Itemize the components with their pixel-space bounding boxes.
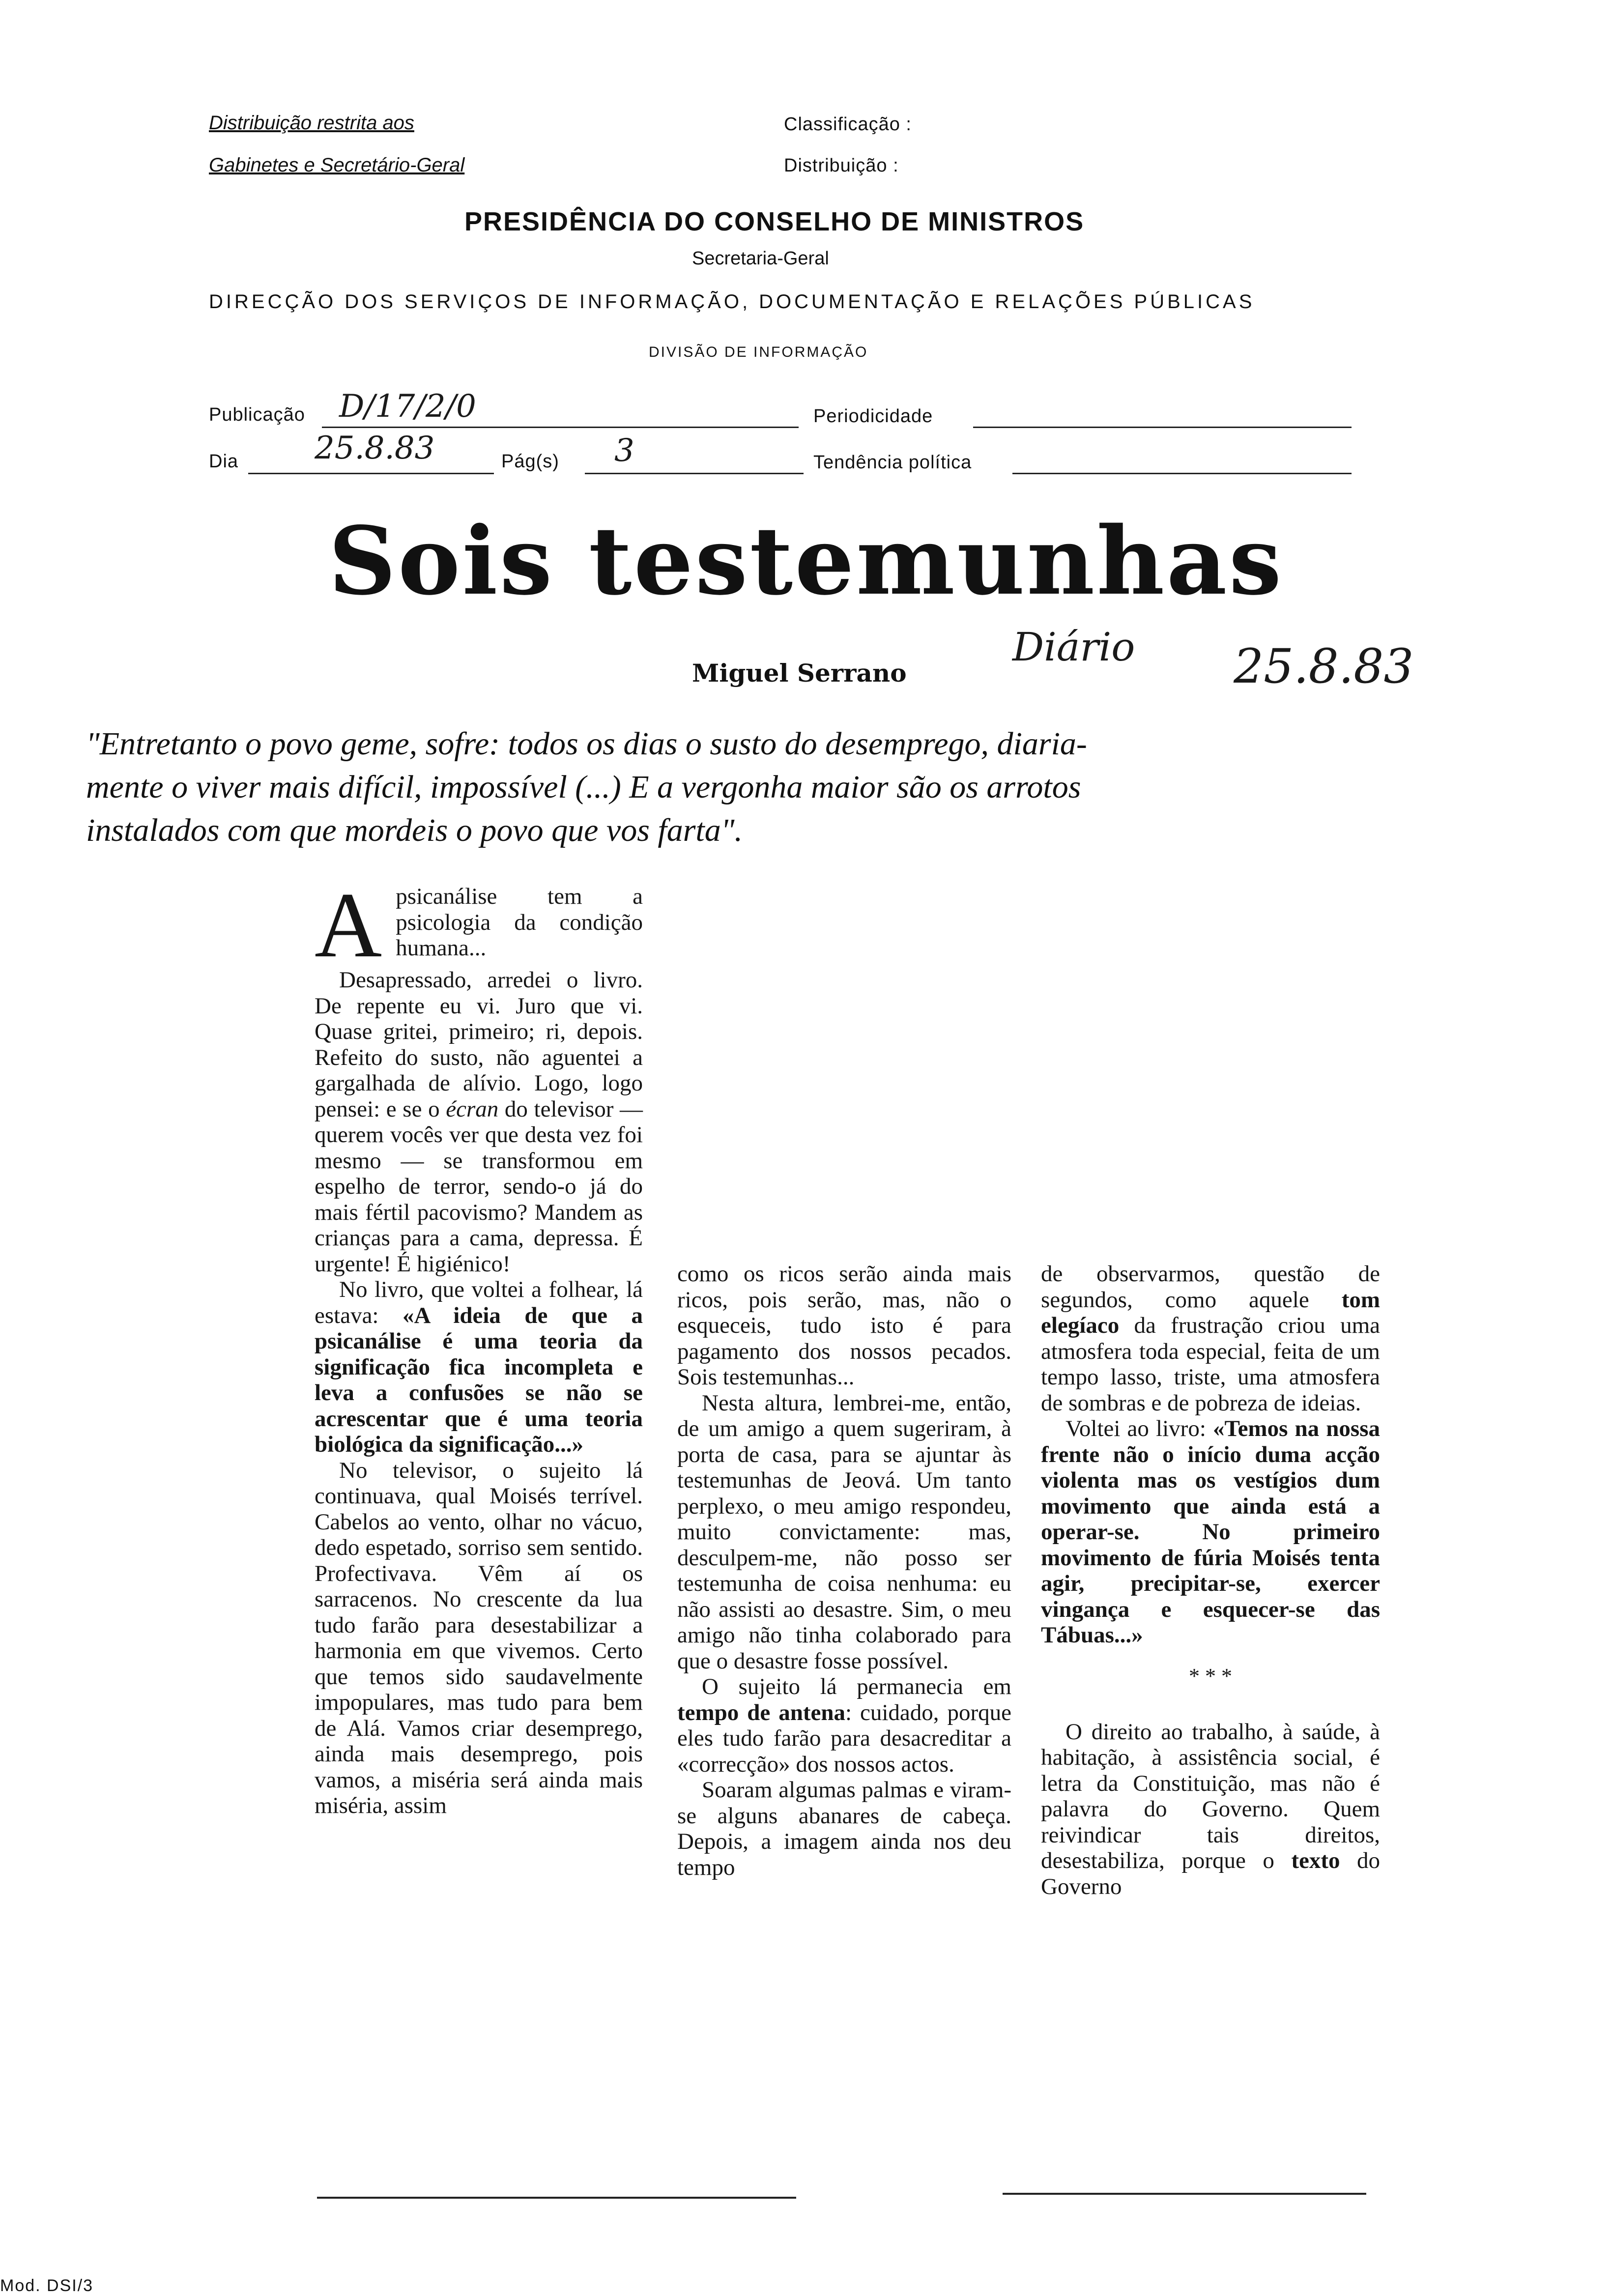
pags-label: Pág(s) [501, 451, 559, 472]
classificacao-label: Classificação : [784, 114, 912, 135]
col1-paragraph-3: No livro, que voltei a folhear, lá estava: «A ideia de que a psicanálise é uma teoria da significação fica incompleta e leva a confusões se não se acrescentar que é uma teoria biológica da significação...» [315, 1277, 643, 1457]
distribuicao-label: Distribuição : [784, 155, 899, 176]
section-asterism: * * * [1189, 1664, 1232, 1688]
periodicidade-line [973, 427, 1352, 428]
epigraph-line2: mente o viver mais difícil, impossível (...) E a vergonha maior são os arrotos [86, 769, 1081, 805]
presidencia-heading: PRESIDÊNCIA DO CONSELHO DE MINISTROS [464, 207, 1085, 236]
article-column-1 [315, 874, 643, 1819]
article-author: Miguel Serrano [692, 659, 907, 688]
restricted-distribution-line2: Gabinetes e Secretário-Geral [209, 154, 465, 176]
col3-paragraph-1: de observarmos, questão de segundos, como aquele tom elegíaco da frustração criou uma atmosfera toda especial, feita de um tempo lasso, triste, uma atmosfera de sombras e de pobreza de ideias. [1041, 1261, 1380, 1416]
pags-line [585, 473, 804, 474]
epigraph-line3: instalados com que mordeis o povo que vos farta". [86, 812, 743, 848]
article-column-3 [1041, 1261, 1380, 1899]
col3-paragraph-3: O direito ao trabalho, à saúde, à habitação, à assistência social, é letra da Constituição, mas não é palavra do Governo. Quem reivindicar tais direitos, desestabiliza, porque o texto do Governo [1041, 1719, 1380, 1899]
col1-paragraph-4: No televisor, o sujeito lá continuava, qual Moisés terrível. Cabelos ao vento, olhar no vácuo, dedo espetado, sorriso sem sentido. Profectivava. Vêm aí os sarracenos. No crescente da lua tudo farão para desestabilizar a harmonia em que vivemos. Certo que temos sido saudavelmente impopulares, mas tudo para bem de Alá. Vamos criar desemprego, ainda mais desemprego, pois vamos, a miséria será ainda mais miséria, assim [315, 1457, 643, 1818]
publicacao-value: D/17/2/0 [339, 388, 476, 425]
epigraph-line1: "Entretanto o povo geme, sofre: todos os dias o susto do desemprego, diaria- [86, 726, 1087, 762]
restricted-distribution-line1: Distribuição restrita aos [209, 112, 414, 134]
handwritten-date: 25.8.83 [1234, 639, 1414, 694]
form-code: Mod. DSI/3 [0, 2276, 94, 2295]
dia-value: 25.8.83 [315, 430, 435, 466]
handwritten-source: Diário [1012, 624, 1135, 670]
secretaria-geral: Secretaria-Geral [692, 248, 829, 269]
divisao-informacao: DIVISÃO DE INFORMAÇÃO [649, 344, 868, 360]
publicacao-label: Publicação [209, 404, 305, 425]
bottom-rule-right [1003, 2193, 1366, 2195]
col2-paragraph-3: O sujeito lá permanecia em tempo de antena: cuidado, porque eles tudo farão para desacreditar a «correcção» dos nossos actos. [677, 1674, 1011, 1777]
direccao-servicos: DIRECÇÃO DOS SERVIÇOS DE INFORMAÇÃO, DOCUMENTAÇÃO E RELAÇÕES PÚBLICAS [209, 291, 1255, 313]
col2-paragraph-2: Nesta altura, lembrei-me, então, de um amigo a quem sugeriram, à porta de casa, para se ajuntar às testemunhas de Jeová. Um tanto perplexo, o meu amigo respondeu, muito convictamente: mas, desculpem-me, não posso ser testemunha de coisa nenhuma: eu não assisti ao desastre. Sim, o meu amigo não tinha colaborado para que o desastre fosse possível. [677, 1390, 1011, 1674]
tendencia-label: Tendência política [813, 452, 972, 473]
article-title: Sois testemunhas [328, 506, 1284, 616]
dia-label: Dia [209, 451, 239, 472]
dia-line [248, 473, 494, 474]
tendencia-line [1012, 473, 1352, 474]
col1-paragraph-2: Desapressado, arredei o livro. De repente eu vi. Juro que vi. Quase gritei, primeiro; ri, depois. Refeito do susto, não aguentei a gargalhada de alívio. Logo, logo pensei: e se o écran do televisor — querem vocês ver que desta vez foi mesmo — se transformou em espelho de terror, sendo-o já do mais fértil pacovismo? Mandem as crianças para a cama, depressa. É urgente! É higiénico! [315, 967, 643, 1277]
col1-intro: psicanálise tem a psicologia da condição humana... [396, 884, 643, 961]
bottom-rule-left [317, 2197, 796, 2199]
col2-paragraph-4: Soaram algumas palmas e viram-se alguns abanares de cabeça. Depois, a imagem ainda nos deu tempo [677, 1777, 1011, 1880]
article-column-2 [677, 1261, 1011, 1880]
pags-value: 3 [614, 432, 634, 469]
col2-paragraph-1: como os ricos serão ainda mais ricos, pois serão, mas, não o esqueceis, tudo isto é para pagamento dos nossos pecados. Sois testemunhas... [677, 1261, 1011, 1390]
periodicidade-label: Periodicidade [813, 406, 933, 427]
col3-paragraph-2: Voltei ao livro: «Temos na nossa frente não o início duma acção violenta mas os vestígios dum movimento que ainda está a operar-se. No primeiro movimento de fúria Moisés tenta agir, precipitar-se, exercer vingança e esquecer-se das Tábuas...» [1041, 1416, 1381, 1648]
drop-cap: A [315, 874, 382, 977]
publicacao-line [322, 427, 799, 428]
